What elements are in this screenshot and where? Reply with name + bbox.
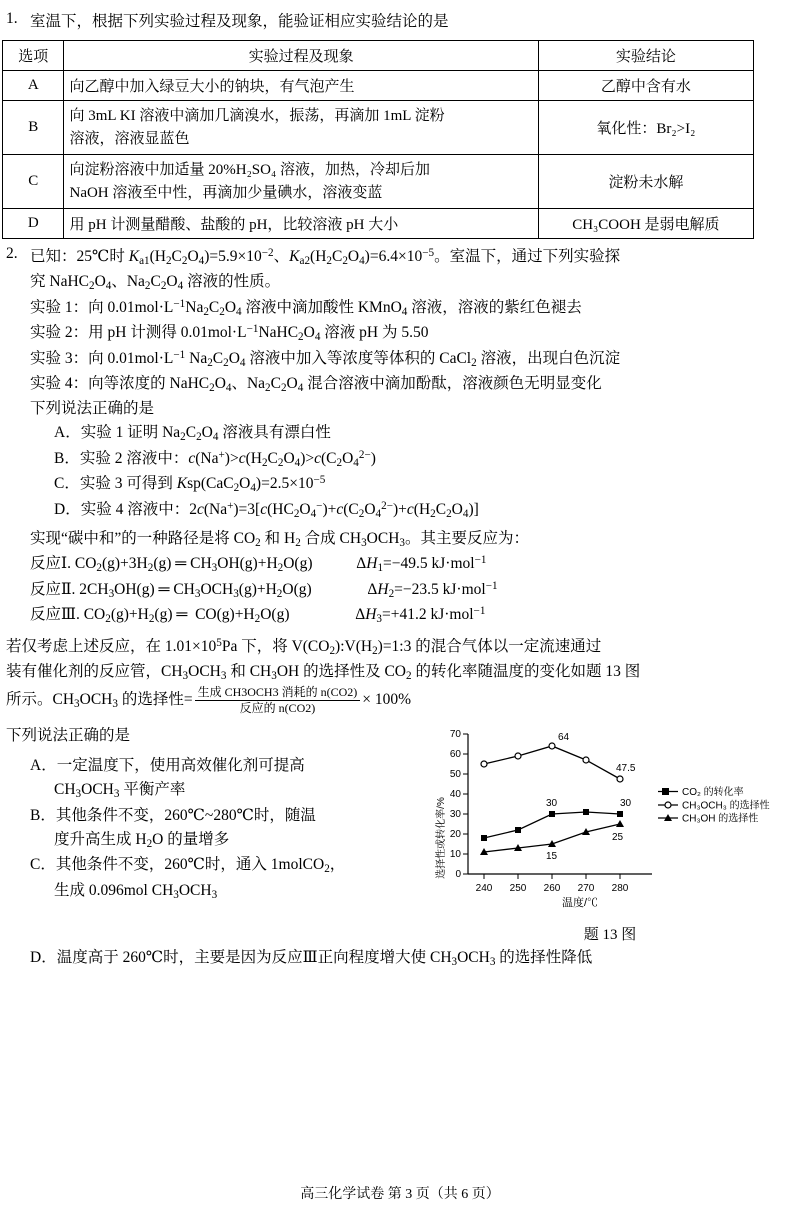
question-2-option-d: D．实验 4 溶液中：$2c(Na^+)=3[c(HC_2O_4^-)+c(C_2O_4^{2-})+c(H_2C_2O_4)]$ bbox=[54, 499, 479, 520]
svg-text:240: 240 bbox=[475, 883, 493, 895]
label-64: 64 bbox=[558, 732, 570, 744]
question-3-options bbox=[6, 724, 426, 904]
row-conclusion: CH₃COOH 是弱电解质 bbox=[538, 209, 753, 239]
fraction-suffix: × 100% bbox=[362, 691, 412, 709]
question-2-line: 究 $NaHC_2O_4$、$Na_2C_2O_4$ 溶液的性质。 bbox=[30, 273, 281, 293]
question-3 bbox=[6, 527, 800, 629]
question-1-number: 1. bbox=[6, 10, 18, 27]
row-process: 用 pH 计测量醋酸、盐酸的 pH，比较溶液 pH 大小 bbox=[64, 209, 538, 239]
experiment-3: 实验 3：向 $0.01mol\cdot L^{-1}$ $Na_2C_2O_4$ 溶液中加入等浓度等体积的 CaCl$_2$ 溶液，出现白色沉淀 bbox=[30, 348, 621, 369]
fraction-numerator: 生成 CH3OCH3 消耗的 n(CO2) bbox=[195, 685, 361, 701]
chart-caption: 题 13 图 bbox=[583, 927, 637, 944]
table-row bbox=[3, 209, 754, 239]
row-process-line: 溶液，溶液显蓝色 bbox=[69, 130, 190, 147]
label-15: 15 bbox=[546, 851, 558, 863]
svg-text:270: 270 bbox=[577, 883, 595, 895]
chart-ylabel: 选择性或转化率/% bbox=[436, 797, 447, 880]
question-2-line: 已知：25℃时 $K_{a1}(H_2C_2O_4)=5.9\times 10^{-2}$、$K_{a2}(H_2C_2O_4)=6.4\times 10^{-5}$。室温下，通过下列实验探 bbox=[30, 247, 621, 268]
label-30a: 30 bbox=[546, 798, 558, 810]
row-option: C bbox=[3, 155, 64, 209]
svg-text:60: 60 bbox=[449, 749, 461, 761]
svg-text:0: 0 bbox=[455, 869, 461, 881]
row-process bbox=[64, 101, 538, 155]
header-conclusion: 实验结论 bbox=[538, 41, 753, 71]
question-2-option-a: A．实验 1 证明 $Na_2C_2O_4$ 溶液具有漂白性 bbox=[54, 424, 331, 444]
question-1-stem: 室温下，根据下列实验过程及现象，能验证相应实验结论的是 bbox=[30, 13, 449, 30]
svg-text:70: 70 bbox=[449, 729, 461, 741]
paragraph-line: 装有催化剂的反应管，$CH_3OCH_3$ 和 $CH_3OH$ 的选择性及 $CO_2$ 的转化率随温度的变化如题 13 图 bbox=[6, 663, 641, 683]
experiment-4: 实验 4：向等浓度的 $NaHC_2O_4$、$Na_2C_2O_4$ 混合溶液中滴加酚酞，溶液颜色无明显变化 bbox=[30, 375, 602, 395]
svg-text:20: 20 bbox=[449, 829, 461, 841]
question-3-paragraph bbox=[6, 635, 800, 717]
question-2 bbox=[6, 245, 800, 523]
svg-text:10: 10 bbox=[449, 849, 461, 861]
label-30b: 30 bbox=[620, 798, 632, 810]
selectivity-conversion-chart bbox=[430, 726, 790, 916]
question-2-number: 2. bbox=[6, 245, 18, 263]
table-row bbox=[3, 101, 754, 155]
row-option: A bbox=[3, 71, 64, 101]
reaction-1: 反应Ⅰ. $CO_2(g)+3H_2(g)$ ═ $CH_3OH(g)+H_2O(g)$ $\Delta H_1=-49.5$ kJ·mol$^{-1}$ bbox=[30, 554, 487, 575]
svg-text:260: 260 bbox=[543, 883, 561, 895]
label-25: 25 bbox=[612, 832, 624, 844]
experiment-2: 实验 2：用 pH 计测得 $0.01mol\cdot L^{-1}NaHC_2O_4$ 溶液 pH 为 5.50 bbox=[30, 323, 429, 344]
question-3-option-b-l2: 度升高生成 $H_2O$ 的量增多 bbox=[54, 830, 230, 850]
question-3-option-a-l2: $CH_3OCH_3$ 平衡产率 bbox=[54, 781, 186, 801]
table-header-row bbox=[3, 41, 754, 71]
row-process-line: 向淀粉溶液中加适量 20%H₂SO₄ 溶液，加热，冷却后加 bbox=[69, 162, 430, 179]
reaction-2: 反应Ⅱ. $2CH_3OH(g)$ ═ $CH_3OCH_3(g)+H_2O(g)$ $\Delta H_2=-23.5$ kJ·mol$^{-1}$ bbox=[30, 579, 498, 600]
reaction-3: 反应Ⅲ. $CO_2(g)+H_2(g)$ ═ $CO(g)+H_2O(g)$ $\Delta H_3=+41.2$ kJ·mol$^{-1}$ bbox=[30, 605, 486, 626]
selectivity-fraction bbox=[195, 685, 361, 716]
row-process bbox=[64, 155, 538, 209]
row-option: D bbox=[3, 209, 64, 239]
table-row bbox=[3, 155, 754, 209]
row-conclusion: 淀粉未水解 bbox=[538, 155, 753, 209]
question-1 bbox=[6, 10, 800, 34]
question-3-option-c-l2: 生成 0.096mol $CH_3OCH_3$ bbox=[54, 881, 218, 901]
experiment-table bbox=[2, 40, 754, 239]
table-row bbox=[3, 71, 754, 101]
question-3-option-a-l1: A．一定温度下，使用高效催化剂可提高 bbox=[30, 757, 305, 775]
row-process: 向乙醇中加入绿豆大小的钠块，有气泡产生 bbox=[64, 71, 538, 101]
legend-co2: CO₂ 的转化率 bbox=[682, 787, 744, 799]
experiment-1: 实验 1：向 $0.01mol\cdot L^{-1}Na_2C_2O_4$ 溶液中滴加酸性 KMnO$_4$ 溶液，溶液的紫红色褪去 bbox=[30, 297, 582, 318]
question-2-lead: 下列说法正确的是 bbox=[30, 400, 155, 418]
row-option: B bbox=[3, 101, 64, 155]
question-3-stem: 实现“碳中和”的一种路径是将 $CO_2$ 和 $H_2$ 合成 $CH_3OCH_3$。其主要反应为： bbox=[30, 530, 529, 550]
fraction-denominator: 反应的 n(CO2) bbox=[239, 701, 316, 716]
svg-text:250: 250 bbox=[509, 883, 527, 895]
row-conclusion: 乙醇中含有水 bbox=[538, 71, 753, 101]
svg-text:40: 40 bbox=[449, 789, 461, 801]
exam-page bbox=[0, 10, 800, 1207]
question-3-option-d: D．温度高于 260℃时，主要是因为反应Ⅲ正向程度增大使 $CH_3OCH_3$ 的选择性降低 bbox=[30, 949, 593, 969]
row-conclusion: 氧化性：Br₂>I₂ bbox=[538, 101, 753, 155]
paragraph-line: 若仅考虑上述反应，在 $1.01\times 10^5Pa$ 下，将 $V(CO_2):V(H_2)=1:3$ 的混合气体以一定流速通过 bbox=[6, 636, 602, 657]
question-3-option-b-l1: B．其他条件不变，260℃~280℃时，随温 bbox=[30, 806, 316, 824]
page-footer: 高三化学试卷 第 3 页（共 6 页） bbox=[300, 1187, 500, 1202]
question-3-lead: 下列说法正确的是 bbox=[6, 727, 131, 745]
row-process-line: NaOH 溶液至中性，再滴加少量碘水，溶液变蓝 bbox=[69, 184, 383, 201]
question-3-option-c-l1: C．其他条件不变，260℃时，通入 1molCO$_2$， bbox=[30, 856, 346, 876]
row-process-line: 向 3mL KI 溶液中滴加几滴溴水，振荡，再滴加 1mL 淀粉 bbox=[69, 108, 445, 125]
chart-figure bbox=[430, 726, 790, 944]
svg-text:50: 50 bbox=[449, 769, 461, 781]
header-process: 实验过程及现象 bbox=[64, 41, 538, 71]
question-2-option-c: C．实验 3 可得到 $Ksp(CaC_2O_4)=2.5\times 10^{-5}$ bbox=[54, 474, 326, 495]
chart-xlabel: 温度/℃ bbox=[561, 897, 599, 910]
legend-dme: CH₃OCH₃ 的选择性 bbox=[682, 800, 770, 812]
options-and-chart bbox=[6, 724, 800, 944]
label-47-5: 47.5 bbox=[616, 763, 636, 775]
paragraph-line-fraction: 所示。$CH_3OCH_3$ 的选择性= $\frac{\text{生成 CH3OCH3 消耗的 n(CO2)}}{\text{反应的 n(CO2)}}$ × 100% bbox=[6, 685, 412, 716]
svg-text:30: 30 bbox=[449, 809, 461, 821]
svg-text:280: 280 bbox=[611, 883, 629, 895]
chart-legend bbox=[658, 785, 770, 825]
question-2-option-b: B．实验 2 溶液中：$c(Na^+)>c(H_2C_2O_4)>c(C_2O_4^{2-})$ bbox=[54, 448, 376, 469]
header-option: 选项 bbox=[3, 41, 64, 71]
legend-meoh: CH₃OH 的选择性 bbox=[682, 813, 759, 825]
